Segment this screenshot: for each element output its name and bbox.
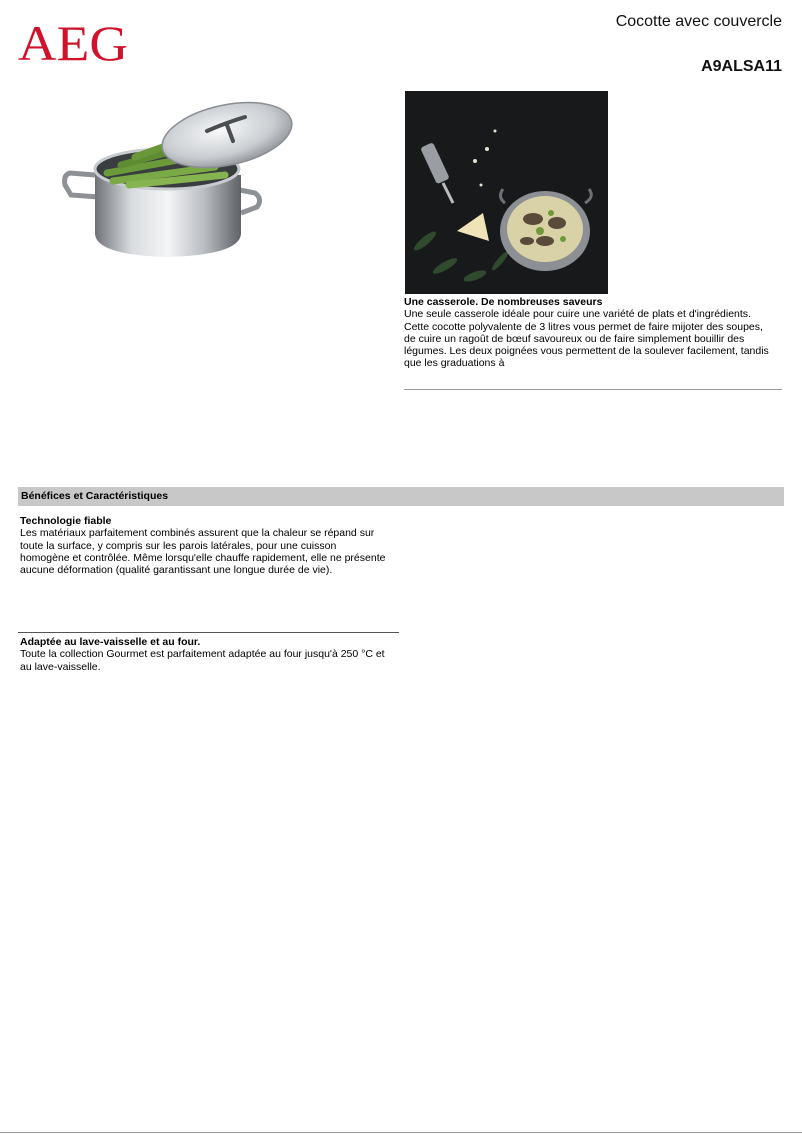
intro-line: Cette cocotte polyvalente de 3 litres vous permet de faire mijoter des soupes, <box>404 320 763 333</box>
section-header: Bénéfices et Caractéristiques <box>18 487 784 506</box>
model-number: A9ALSA11 <box>701 58 782 75</box>
page-bottom-rule <box>0 1132 802 1133</box>
feature-line: Les matériaux parfaitement combinés assurent que la chaleur se répand sur <box>20 527 375 540</box>
intro-line: Une seule casserole idéale pour cuire une variété de plats et d'ingrédients. <box>404 308 751 321</box>
feature-line: aucune déformation (qualité garantissant une longue durée de vie). <box>20 564 333 577</box>
feature-line: homogène et contrôlée. Même lorsqu'elle chauffe rapidement, elle ne présente <box>20 551 386 564</box>
brand-wordmark: AEG <box>18 18 128 64</box>
feature-block <box>20 515 400 576</box>
intro-feature <box>404 296 784 370</box>
feature-line: au lave-vaisselle. <box>20 660 101 673</box>
feature-line: toute la surface, y compris sur les parois latérales, pour une cuisson <box>20 539 337 552</box>
aeg-logo <box>18 18 130 64</box>
document-title: Cocotte avec couvercle <box>615 13 782 30</box>
product-image <box>55 95 300 270</box>
intro-title: Une casserole. De nombreuses saveurs <box>404 296 603 308</box>
feature-line: Toute la collection Gourmet est parfaitement adaptée au four jusqu'à 250 °C et <box>20 648 385 661</box>
feature-title: Adaptée au lave-vaisselle et au four. <box>20 636 201 648</box>
feature-title: Technologie fiable <box>20 515 112 527</box>
feature-block <box>20 636 400 673</box>
divider <box>18 632 399 633</box>
intro-line: légumes. Les deux poignées vous permettent de la soulever facilement, tandis <box>404 345 769 358</box>
intro-line: de cuire un ragoût de bœuf savoureux ou de faire simplement bouillir des <box>404 332 745 345</box>
lifestyle-image <box>405 91 608 294</box>
divider <box>404 389 782 390</box>
intro-line: que les graduations à <box>404 357 505 370</box>
